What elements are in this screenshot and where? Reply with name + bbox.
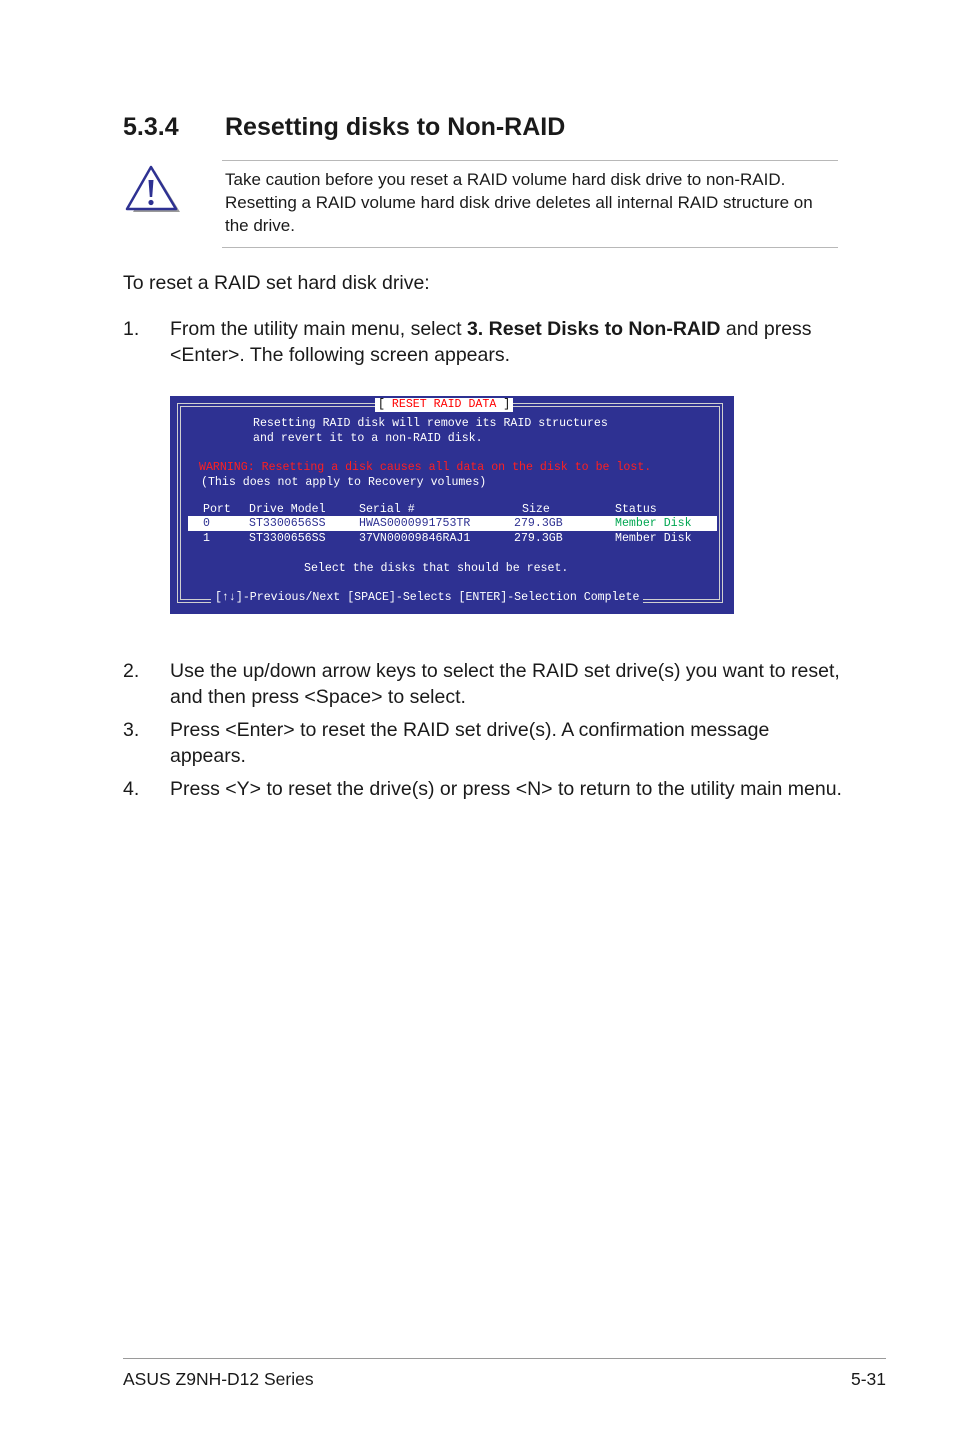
menu-option-name: 3. Reset Disks to Non-RAID	[466, 318, 721, 340]
bios-title	[375, 398, 513, 412]
step-text: Press <Y> to reset the drive(s) or press <N> to return to the utility main menu.	[170, 778, 842, 800]
bracket: ]	[503, 398, 511, 411]
bios-info-line: and revert it to a non-RAID disk.	[253, 432, 483, 445]
step-text-part: and press <Enter>. The following screen appears.	[170, 318, 812, 366]
disk-status: Member Disk	[615, 532, 692, 545]
disk-size: 279.3GB	[514, 532, 563, 545]
footer-page-number: 5-31	[850, 1369, 886, 1389]
disk-size: 279.3GB	[514, 517, 563, 530]
step-number: 2.	[123, 660, 140, 682]
footer-divider	[123, 1358, 886, 1359]
section-heading	[123, 113, 565, 142]
bracket: [	[378, 398, 385, 411]
step-number: 3.	[123, 719, 140, 741]
bios-note: (This does not apply to Recovery volumes)	[201, 476, 487, 489]
caution-box	[222, 160, 838, 248]
col-header-model: Drive Model	[249, 503, 326, 516]
caution-text: Take caution before you reset a RAID volume hard disk drive to non-RAID. Resetting a RAID volume hard disk drive deletes all internal RAID structure on the drive.	[225, 170, 813, 235]
bios-warning: WARNING: Resetting a disk causes all data on the disk to be lost.	[199, 461, 652, 474]
section-number: 5.3.4	[123, 113, 179, 141]
bios-prompt: Select the disks that should be reset.	[304, 562, 569, 575]
step-text	[170, 316, 842, 368]
step-number: 4.	[123, 778, 140, 800]
disk-row[interactable]	[188, 531, 717, 546]
disk-row-selected[interactable]	[188, 516, 717, 531]
bios-title-text: RESET RAID DATA	[384, 398, 504, 411]
footer-product: ASUS Z9NH-D12 Series	[123, 1369, 314, 1389]
disk-status: Member Disk	[615, 517, 692, 530]
intro-text: To reset a RAID set hard disk drive:	[123, 272, 430, 294]
disk-serial: 37VN00009846RAJ1	[359, 532, 471, 545]
bios-info-line: Resetting RAID disk will remove its RAID structures	[253, 417, 608, 430]
col-header-status: Status	[615, 503, 657, 516]
disk-serial: HWAS0000991753TR	[359, 517, 471, 530]
step-text: Use the up/down arrow keys to select the RAID set drive(s) you want to reset, and then press <Space> to select.	[170, 660, 840, 708]
disk-port: 0	[203, 517, 210, 530]
col-header-size: Size	[522, 503, 550, 516]
step-number: 1.	[123, 318, 140, 340]
disk-port: 1	[203, 532, 210, 545]
disk-model: ST3300656SS	[249, 517, 326, 530]
step-text: Press <Enter> to reset the RAID set drive(s). A confirmation message appears.	[170, 719, 770, 767]
col-header-port: Port	[203, 503, 231, 516]
step-text-part: From the utility main menu, select	[170, 318, 467, 340]
warning-triangle-icon	[124, 165, 180, 213]
section-title: Resetting disks to Non-RAID	[225, 113, 566, 141]
disk-model: ST3300656SS	[249, 532, 326, 545]
bios-key-help: [↑↓]-Previous/Next [SPACE]-Selects [ENTER]-Selection Complete	[211, 591, 643, 605]
col-header-serial: Serial #	[359, 503, 415, 516]
bios-reset-screen	[170, 396, 734, 614]
